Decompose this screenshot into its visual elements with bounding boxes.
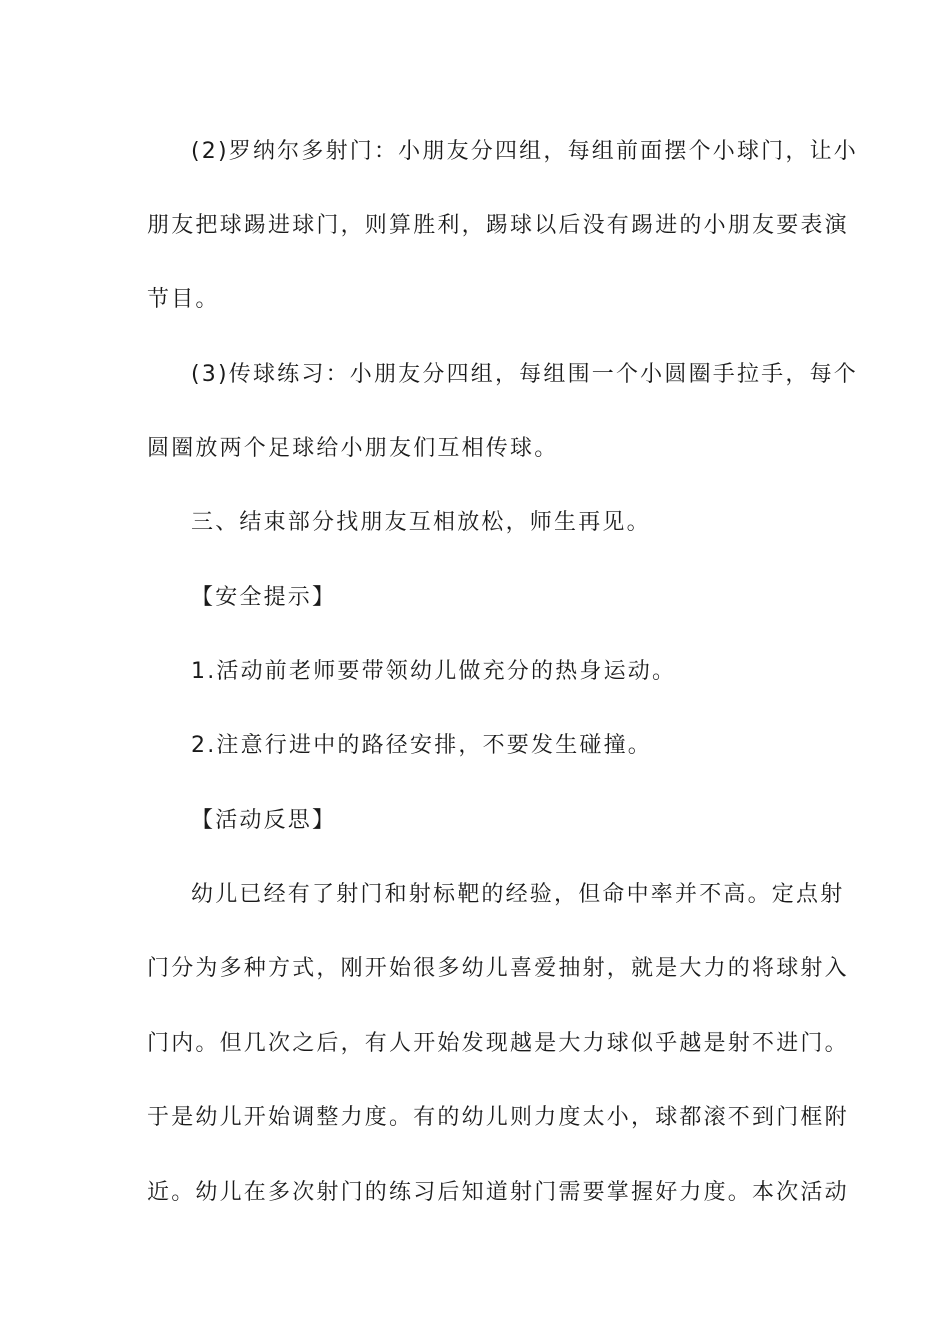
heading-activity-reflection: 【活动反思】 — [191, 808, 337, 833]
paragraph-passing-practice-line-2: 圆圈放两个足球给小朋友们互相传球。 — [147, 436, 559, 461]
safety-tip-item-1: 1.活动前老师要带领幼儿做充分的热身运动。 — [191, 659, 677, 684]
paragraph-reflection-line-4: 于是幼儿开始调整力度。有的幼儿则力度太小，球都滚不到门框附 — [147, 1105, 849, 1130]
paragraph-ronaldo-shooting-line-3: 节目。 — [147, 287, 220, 312]
paragraph-ronaldo-shooting-line-2: 朋友把球踢进球门，则算胜利，踢球以后没有踢进的小朋友要表演 — [147, 213, 849, 238]
paragraph-closing-section: 三、结束部分找朋友互相放松，师生再见。 — [191, 510, 651, 535]
safety-tip-item-2: 2.注意行进中的路径安排，不要发生碰撞。 — [191, 733, 652, 758]
paragraph-passing-practice-line-1: (3)传球练习：小朋友分四组，每组围一个小圆圈手拉手，每个 — [191, 362, 858, 387]
heading-safety-tips: 【安全提示】 — [191, 585, 337, 610]
paragraph-ronaldo-shooting-line-1: (2)罗纳尔多射门：小朋友分四组，每组前面摆个小球门，让小 — [191, 139, 858, 164]
paragraph-reflection-line-2: 门分为多种方式，刚开始很多幼儿喜爱抽射，就是大力的将球射入 — [147, 956, 849, 981]
paragraph-reflection-line-1: 幼儿已经有了射门和射标靶的经验，但命中率并不高。定点射 — [191, 882, 845, 907]
paragraph-reflection-line-5: 近。幼儿在多次射门的练习后知道射门需要掌握好力度。本次活动 — [147, 1180, 849, 1205]
paragraph-reflection-line-3: 门内。但几次之后，有人开始发现越是大力球似乎越是射不进门。 — [147, 1031, 849, 1056]
